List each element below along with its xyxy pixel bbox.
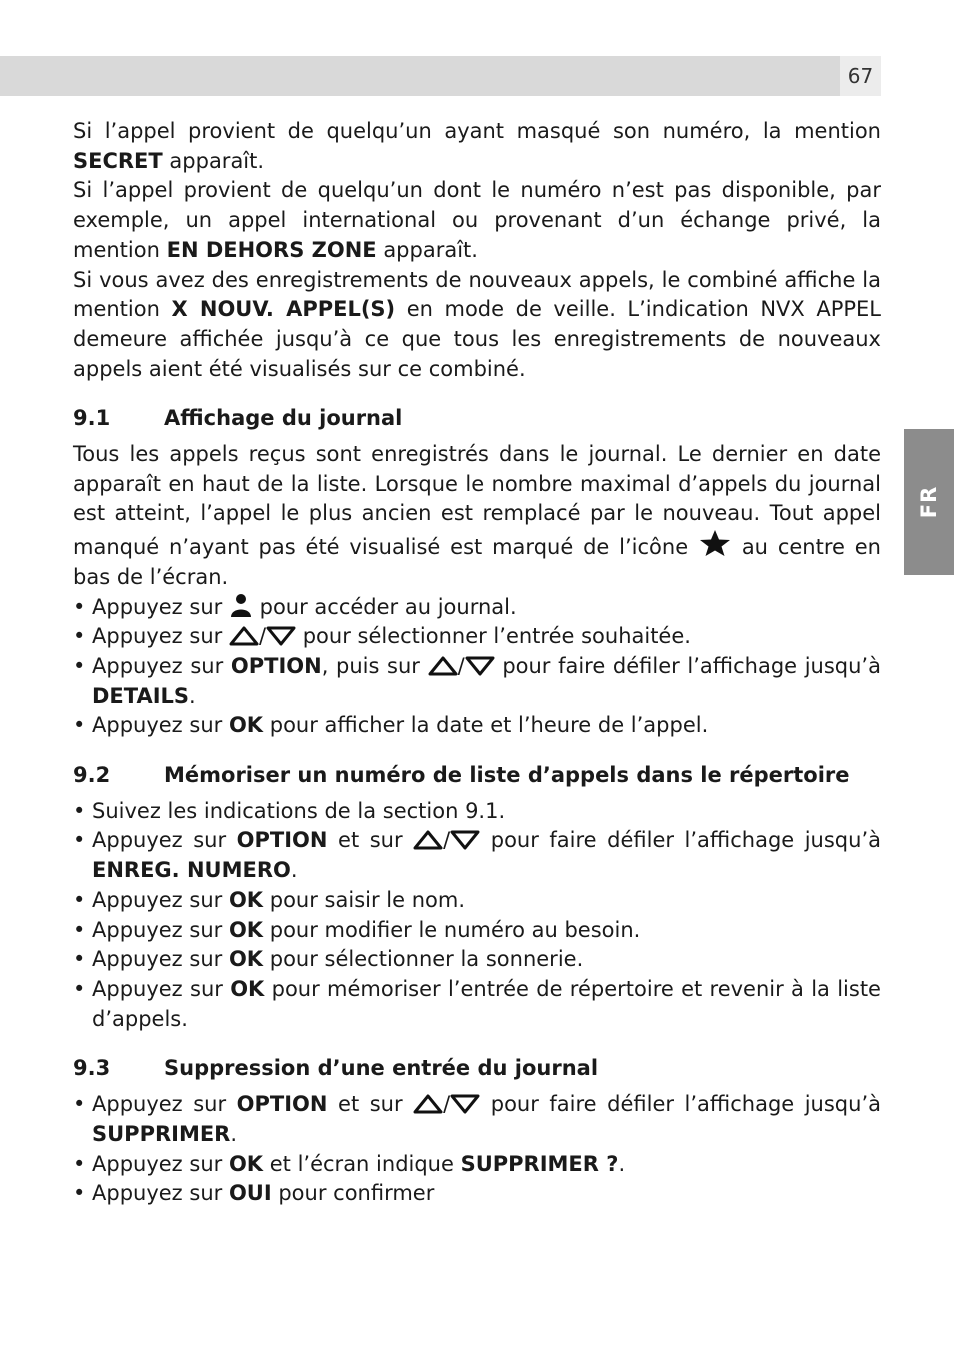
- language-tab: [904, 429, 954, 575]
- list-item: • Appuyez sur OK pour afficher la date et l’heure de l’appel.: [73, 711, 881, 741]
- section-9-2-steps: [73, 797, 881, 1035]
- list-item: • Appuyez sur OPTION et sur / pour faire défiler l’affichage jusqu’à ENREG. NUMERO.: [73, 826, 881, 885]
- section-9-3-steps: [73, 1090, 881, 1209]
- section-9-1-heading: 9.1 Affichage du journal: [73, 406, 403, 431]
- triangle-up-icon: [413, 830, 443, 850]
- list-item: • Appuyez sur OPTION et sur / pour faire défiler l’affichage jusqu’à SUPPRIMER.: [73, 1090, 881, 1149]
- section-9-1-paragraph: Tous les appels reçus sont enregistrés dans le journal. Le dernier en date apparaît en haut de la liste. Lorsque le nombre maximal d’appels du journal est atteint, l’appel le plus ancien est remplacé par le nouveau. Tout appel manqué n’ayant pas été visualisé est marqué de l’icône au centre en bas de l’écran.: [73, 442, 881, 589]
- triangle-up-icon: [229, 626, 259, 646]
- intro-paragraph-new-calls: Si vous avez des enregistrements de nouveaux appels, le combiné affiche la mention X NOUV. APPEL(S) en mode de veille. L’indication NVX APPEL demeure affichée jusqu’à ce que tous les enregistrements de nouveaux appels aient été visualisés sur ce combiné.: [73, 267, 882, 381]
- page-number: 67: [840, 56, 881, 96]
- header-bar: [0, 56, 840, 96]
- list-item: • Appuyez sur OPTION, puis sur / pour faire défiler l’affichage jusqu’à DETAILS.: [73, 652, 881, 711]
- page-content: [73, 117, 881, 1209]
- section-9-2-heading: 9.2 Mémoriser un numéro de liste d’appels dans le répertoire: [73, 763, 850, 788]
- list-item: • Appuyez sur OK pour mémoriser l’entrée de répertoire et revenir à la liste d’appels.: [73, 975, 881, 1034]
- person-icon: [229, 593, 253, 617]
- list-item: • Appuyez sur OK pour modifier le numéro au besoin.: [73, 916, 881, 946]
- list-item: • Appuyez sur OUI pour confirmer: [73, 1179, 881, 1209]
- triangle-up-icon: [428, 656, 458, 676]
- list-item: • Appuyez sur / pour sélectionner l’entrée souhaitée.: [73, 622, 881, 652]
- list-item: • Suivez les indications de la section 9.1.: [73, 797, 881, 827]
- list-item: • Appuyez sur OK et l’écran indique SUPPRIMER ?.: [73, 1150, 881, 1180]
- section-9-3-heading: 9.3 Suppression d’une entrée du journal: [73, 1056, 599, 1081]
- triangle-down-icon: [465, 656, 495, 676]
- star-icon: [698, 529, 732, 557]
- intro-paragraph-secret: Si l’appel provient de quelqu’un ayant masqué son numéro, la mention SECRET apparaît.: [73, 119, 881, 173]
- triangle-down-icon: [266, 626, 296, 646]
- list-item: • Appuyez sur OK pour saisir le nom.: [73, 886, 881, 916]
- list-item: • Appuyez sur pour accéder au journal.: [73, 593, 881, 623]
- triangle-down-icon: [450, 830, 480, 850]
- triangle-up-icon: [413, 1094, 443, 1114]
- intro-paragraph-zone: Si l’appel provient de quelqu’un dont le numéro n’est pas disponible, par exemple, un appel international ou provenant d’un échange privé, la mention EN DEHORS ZONE apparaît.: [73, 178, 881, 262]
- list-item: • Appuyez sur OK pour sélectionner la sonnerie.: [73, 945, 881, 975]
- section-9-1-steps: [73, 593, 881, 742]
- language-tab-label: FR: [917, 485, 941, 519]
- triangle-down-icon: [450, 1094, 480, 1114]
